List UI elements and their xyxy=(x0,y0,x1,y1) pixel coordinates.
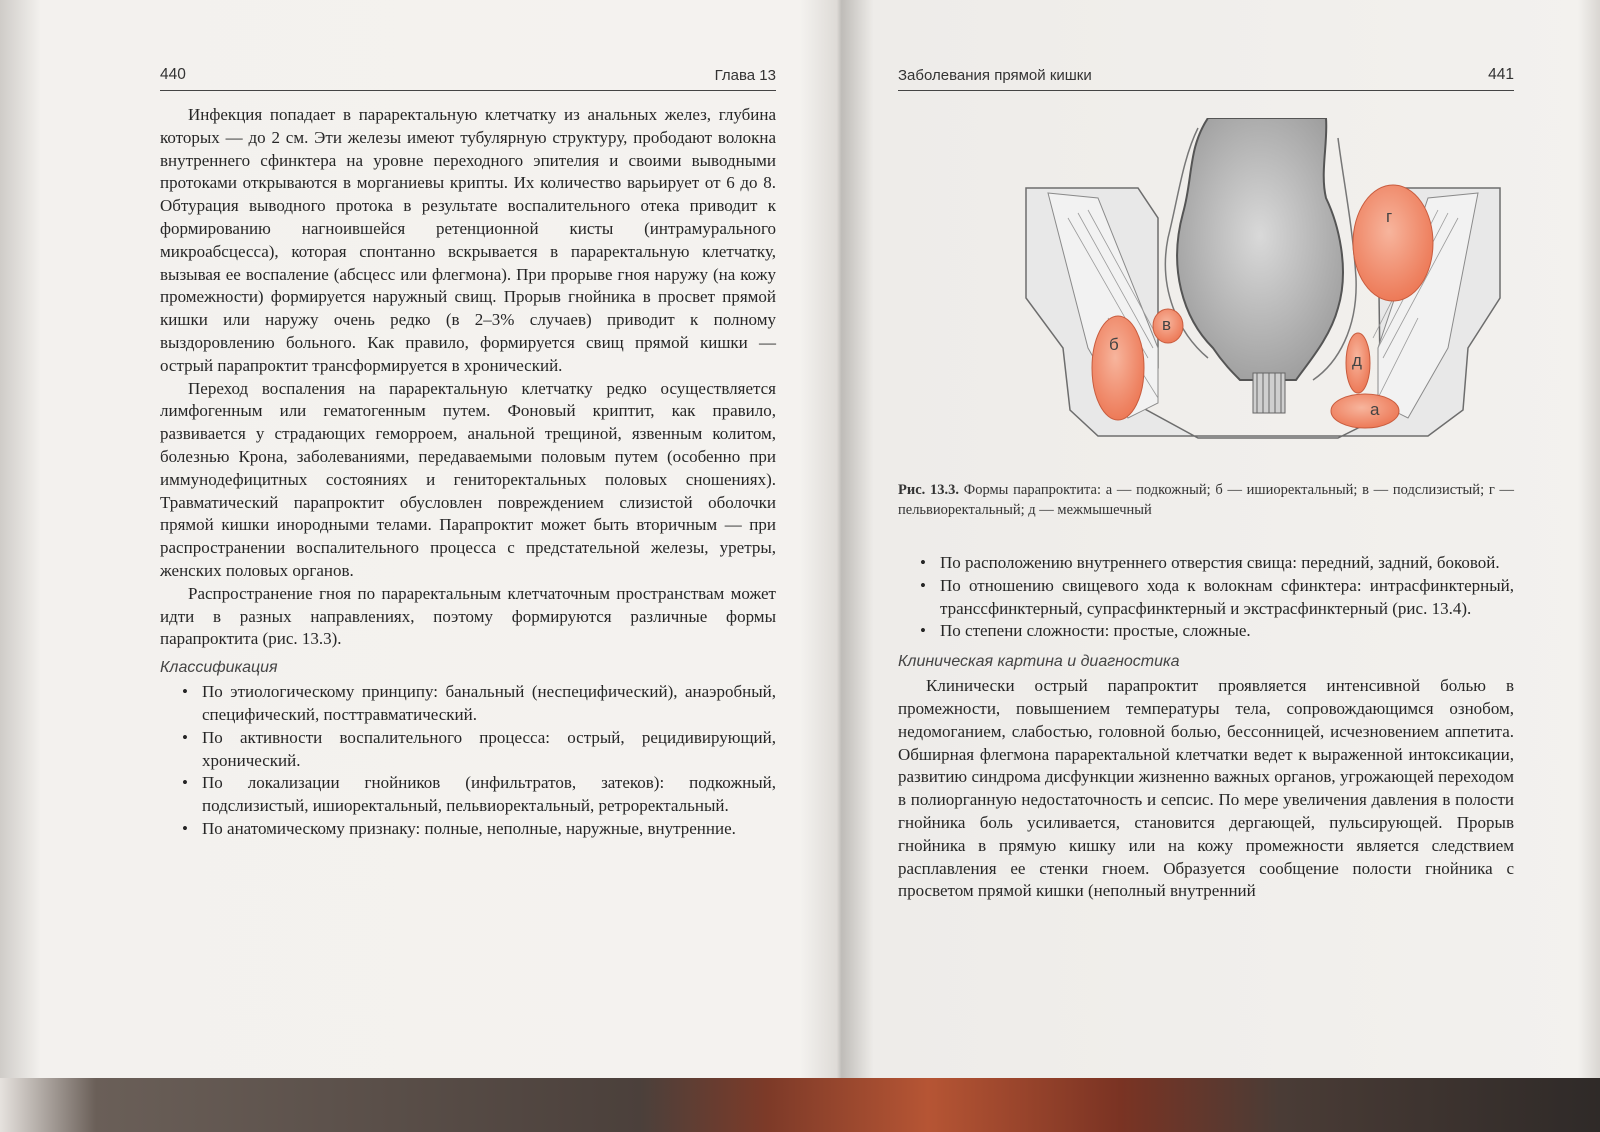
list-item-text: По анатомическому признаку: полные, неполные, наружные, внутренние. xyxy=(202,818,736,838)
bullet-icon: • xyxy=(920,575,926,595)
bullet-icon: • xyxy=(920,553,926,572)
abscess-g-pelvirectal xyxy=(1353,185,1433,301)
figure-label-d: д xyxy=(1352,351,1362,370)
list-item-text: По локализации гнойников (инфильтратов, затеков): подкожный, подслизистый, ишиоректальный, пельвиоректальный, ретроректальный. xyxy=(202,773,776,816)
abscess-a-subcutaneous xyxy=(1331,394,1399,428)
left-page-body xyxy=(160,104,776,841)
running-head: Глава 13 xyxy=(714,67,776,84)
list-item xyxy=(160,727,776,773)
list-item-text: По расположению внутреннего отверстия свища: передний, задний, боковой. xyxy=(940,553,1500,572)
list-item-text: По этиологическому принципу: банальный (неспецифический), анаэробный, специфический, посттравматический. xyxy=(202,682,776,724)
classification-list xyxy=(160,681,776,841)
anal-canal xyxy=(1253,373,1285,413)
rectum xyxy=(1177,118,1343,380)
right-page xyxy=(898,0,1514,1078)
caption-text: Формы парапроктита: а — подкожный; б — ишиоректальный; в — подслизистый; г — пельвиоректальный; д — межмышечный xyxy=(898,482,1515,518)
paragraph: Распространение гноя по параректальным клетчаточным пространствам может идти в разных направлениях, поэтому формируются различные формы парапроктита (рис. 13.3). xyxy=(160,583,776,649)
anatomy-figure xyxy=(1008,118,1518,450)
right-page-header xyxy=(898,64,1514,91)
left-page-header xyxy=(160,64,776,91)
book-cover-edge xyxy=(0,1078,1600,1132)
right-page-body xyxy=(898,552,1514,903)
bullet-icon: • xyxy=(182,818,188,838)
paraproctitis-diagram xyxy=(1008,118,1518,450)
list-item xyxy=(898,620,1514,643)
left-page xyxy=(160,0,776,1078)
abscess-b-ischiorectal xyxy=(1092,316,1144,420)
bullet-icon: • xyxy=(182,682,188,702)
bullet-icon: • xyxy=(182,773,188,793)
paragraph: Переход воспаления на параректальную клетчатку редко осуществляется лимфогенным или гематогенным путем. Фоновый криптит, как правило, развивается у страдающих геморроем, анальной трещиной, язвенным колитом, болезнью Крона, заболеваниями, передаваемыми половым путем (особенно при иммунодефицитных состояниях и гениторектальных половых сношениях). Травматический парапроктит обусловлен повреждением слизистой оболочки прямой кишки инородными телами. Парапроктит может быть вторичным — при распространении воспалительного процесса с предстательной железы, уретры, женских половых органов. xyxy=(160,378,776,580)
running-head: Заболевания прямой кишки xyxy=(898,67,1092,84)
paragraph: Клинически острый парапроктит проявляется интенсивной болью в промежности, повышением температуры тела, сопровождающимся ознобом, недомоганием, слабостью, головной болью, бессонницей, исчезновением аппетита. Обширная флегмона параректальной клетчатки ведет к выраженной интоксикации, развитию синдрома дисфункции жизненно важных органов, угрожающей переходом в полиорганную недостаточность и сепсис. По мере увеличения давления в полости гнойника боль усиливается, становится дергающей, пульсирующей. Прорыв гнойника в прямую кишку или на кожу промежности является следствием расплавления ее стенки гноем. Образуется сообщение полости гнойника с просветом прямой кишки (неполный внутренний xyxy=(898,676,1514,901)
list-item xyxy=(160,818,776,841)
page-edge-left xyxy=(0,0,40,1104)
section-subheading: Клиническая картина и диагностика xyxy=(898,653,1180,671)
figure-label-v: в xyxy=(1162,315,1172,334)
classification-list-continued xyxy=(898,552,1514,643)
figure-label-a: а xyxy=(1370,400,1380,419)
paragraph: Инфекция попадает в параректальную клетчатку из анальных желез, глубина которых — до 2 см. Эти железы имеют тубулярную структуру, прободают волокна внутреннего сфинктера на уровне переходного эпителия и своими выводными протоками открываются в морганиевы крипты. Их количество варьирует от 6 до 8. Обтурация выводного протока в результате воспалительного отека приводит к формированию нагноившейся ретенционной кисты (интрамурального микроабсцесса), которая спонтанно вскрывается в параректальную клетчатку, вызывая ее воспаление (абсцесс или флегмона). При прорыве гноя наружу (на кожу промежности) формируется наружный свищ. Прорыв гнойника в просвет прямой кишки или наружу очень редко (в 2–3% случаев) приводит к полному выздоровлению больного. Как правило, формируется свищ прямой кишки — острый парапроктит трансформируется в хронический. xyxy=(160,105,776,375)
figure-label-g: г xyxy=(1386,207,1393,226)
bullet-icon: • xyxy=(920,621,926,641)
list-item xyxy=(898,575,1514,621)
section-subheading: Классификация xyxy=(160,659,278,677)
page-edge-right xyxy=(1578,0,1600,1104)
figure-label-b: б xyxy=(1109,335,1119,354)
list-item-text: По активности воспалительного процесса: острый, рецидивирующий, хронический. xyxy=(202,727,776,770)
bullet-icon: • xyxy=(182,727,188,747)
caption-label: Рис. 13.3. xyxy=(898,482,960,498)
page-number: 441 xyxy=(1488,66,1514,83)
page-number: 440 xyxy=(160,66,186,83)
list-item xyxy=(898,552,1514,575)
list-item xyxy=(160,772,776,818)
list-item-text: По отношению свищевого хода к волокнам сфинктера: интрасфинктерный, транссфинктерный, супрасфинктерный и экстрасфинктерный (рис. 13.4). xyxy=(940,575,1514,618)
figure-caption xyxy=(898,480,1514,520)
list-item xyxy=(160,681,776,727)
list-item-text: По степени сложности: простые, сложные. xyxy=(940,621,1251,641)
